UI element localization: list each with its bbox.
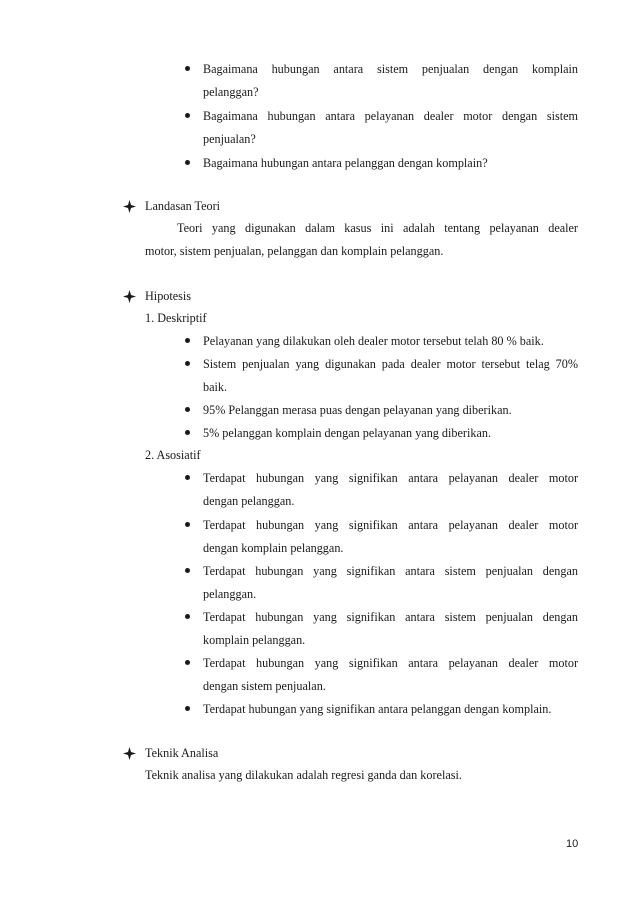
asosiatif-item-6: Terdapat hubungan yang signifikan antara pelanggan dengan komplain. (203, 702, 552, 716)
landasan-paragraph-line-2: motor, sistem penjualan, pelanggan dan komplain pelanggan. (145, 244, 444, 258)
bullet-icon (185, 66, 190, 71)
asosiatif-item-4-line-2: komplain pelanggan. (203, 633, 306, 647)
question-2-line-1: Bagaimana hubungan antara pelayanan dealer motor dengan sistem (203, 109, 578, 123)
deskriptif-item-3: 95% Pelanggan merasa puas dengan pelayanan yang diberikan. (203, 403, 512, 417)
bullet-icon (185, 475, 190, 480)
question-3-line-1: Bagaimana hubungan antara pelanggan dengan komplain? (203, 156, 488, 170)
landasan-heading: Landasan Teori (145, 199, 221, 213)
bullet-icon (185, 568, 190, 573)
deskriptif-item-2-line-2: baik. (203, 380, 228, 394)
bullet-icon (185, 113, 190, 118)
question-1-line-2: pelanggan? (203, 85, 259, 99)
bullet-icon (185, 160, 190, 165)
asosiatif-item-4-line-1: Terdapat hubungan yang signifikan antara sistem penjualan dengan (203, 610, 578, 624)
teknik-heading: Teknik Analisa (145, 746, 219, 760)
teknik-paragraph: Teknik analisa yang dilakukan adalah regresi ganda dan korelasi. (145, 768, 462, 782)
asosiatif-item-3-line-1: Terdapat hubungan yang signifikan antara sistem penjualan dengan (203, 564, 578, 578)
deskriptif-label: 1. Deskriptif (145, 311, 207, 325)
hipotesis-heading: Hipotesis (145, 289, 192, 303)
bullet-icon (185, 430, 190, 435)
deskriptif-item-4: 5% pelanggan komplain dengan pelayanan yang diberikan. (203, 426, 492, 440)
page-number: 10 (566, 838, 579, 850)
asosiatif-item-5-line-2: dengan sistem penjualan. (203, 679, 326, 693)
diamond-bullet-icon (123, 290, 136, 303)
bullet-icon (185, 338, 190, 343)
question-1-line-1: Bagaimana hubungan antara sistem penjualan dengan komplain (203, 62, 578, 76)
bullet-icon (185, 522, 190, 527)
bullet-icon (185, 614, 190, 619)
asosiatif-item-5-line-1: Terdapat hubungan yang signifikan antara pelayanan dealer motor (203, 656, 578, 670)
diamond-bullet-icon (123, 747, 136, 760)
asosiatif-item-1-line-1: Terdapat hubungan yang signifikan antara pelayanan dealer motor (203, 471, 578, 485)
bullet-icon (185, 706, 190, 711)
asosiatif-item-2-line-2: dengan komplain pelanggan. (203, 541, 344, 555)
bullet-icon (185, 361, 190, 366)
question-2-line-2: penjualan? (203, 132, 256, 146)
deskriptif-item-1: Pelayanan yang dilakukan oleh dealer motor tersebut telah 80 % baik. (203, 334, 544, 348)
diamond-bullet-icon (123, 200, 136, 213)
asosiatif-item-1-line-2: dengan pelanggan. (203, 494, 295, 508)
landasan-paragraph-line-1: Teori yang digunakan dalam kasus ini adalah tentang pelayanan dealer (177, 221, 578, 235)
asosiatif-label: 2. Asosiatif (145, 448, 201, 462)
deskriptif-item-2-line-1: Sistem penjualan yang digunakan pada dealer motor tersebut telag 70% (203, 357, 578, 371)
bullet-icon (185, 407, 190, 412)
bullet-icon (185, 660, 190, 665)
asosiatif-item-3-line-2: pelanggan. (203, 587, 257, 601)
asosiatif-item-2-line-1: Terdapat hubungan yang signifikan antara pelayanan dealer motor (203, 518, 578, 532)
